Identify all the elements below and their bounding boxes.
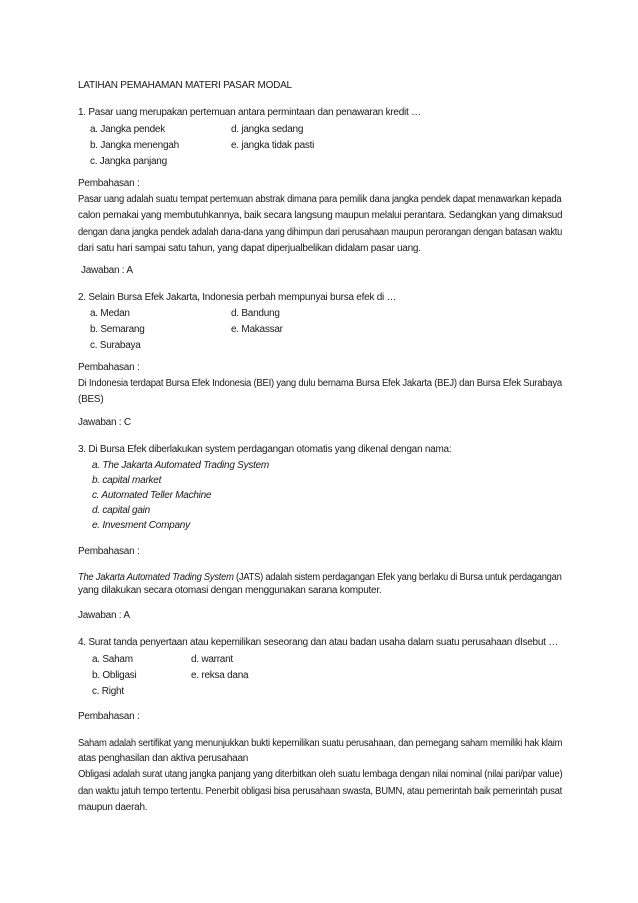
q3-option-c: c. Automated Teller Machine [92,490,212,501]
q4-option-c: c. Right [92,686,124,697]
q2-option-c: c. Surabaya [90,340,141,351]
q2-question: 2. Selain Bursa Efek Jakarta, Indonesia perbah mempunyai bursa efek di … [78,292,397,303]
q4-option-a: a. Saham [92,654,133,665]
q4-option-e: e. reksa dana [191,670,249,681]
q4-pembahasan-label: Pembahasan : [78,711,140,722]
q1-option-e: e. jangka tidak pasti [231,140,315,151]
q4-option-d: d. warrant [191,654,233,665]
q4-pembahasan-line: atas penghasilan dan aktiva perusahaan [78,753,249,764]
q1-option-c: c. Jangka panjang [90,156,167,167]
q3-pembahasan-line: yang dilakukan secara otomasi dengan menggunakan sarana komputer. [78,585,382,596]
q4-pembahasan-line: Obligasi adalah surat utang jangka panjang yang diterbitkan oleh suatu lembaga dengan nilai nominal (nilai pari/par value) [78,769,563,780]
q4-option-b: b. Obligasi [92,670,137,681]
q2-option-b: b. Semarang [90,324,145,335]
q3-question: 3. Di Bursa Efek diberlakukan system perdagangan otomatis yang dikenal dengan nama: [78,444,452,455]
q2-option-d: d. Bandung [231,308,280,319]
q1-pembahasan-line: dari satu hari sampai satu tahun, yang dapat diperjualbelikan didalam pasar uang. [78,243,421,254]
q1-pembahasan-line: dengan dana jangka pendek adalah dana-dana yang dihimpun dari perusahaan maupun perorangan dengan batasan waktu [78,227,563,238]
q3-option-a: a. The Jakarta Automated Trading System [92,460,270,471]
q3-option-d: d. capital gain [92,505,150,516]
q2-pembahasan-label: Pembahasan : [78,362,140,373]
q1-option-a: a. Jangka pendek [90,124,165,135]
q3-pembahasan-rest: (JATS) adalah sistem perdagangan Efek yang berlaku di Bursa untuk perdagangan [233,572,562,583]
q1-pembahasan-label: Pembahasan : [78,178,140,189]
q1-jawaban: Jawaban : A [81,265,133,276]
document-title: LATIHAN PEMAHAMAN MATERI PASAR MODAL [78,80,292,91]
q3-pembahasan-label: Pembahasan : [78,546,140,557]
q1-pembahasan-line: Pasar uang adalah suatu tempat pertemuan abstrak dimana para pemilik dana jangka pendek dapat menawarkan kepada [78,194,562,205]
q3-pembahasan-line [78,571,562,585]
q4-pembahasan-line: maupun daerah. [78,802,148,813]
q4-pembahasan-line: dan waktu jatuh tempo tertentu. Penerbit obligasi bisa perusahaan swasta, BUMN, atau pemerintah baik pemerintah pusat [78,786,563,797]
q3-option-e: e. Invesment Company [92,520,190,531]
q1-option-b: b. Jangka menengah [90,140,179,151]
q3-pembahasan-italic: The Jakarta Automated Trading System [78,572,234,583]
q4-question: 4. Surat tanda penyertaan atau kepemilikan seseorang dan atau badan usaha dalam suatu perusahaan dIsebut … [78,637,558,648]
q2-option-e: e. Makassar [231,324,283,335]
q1-pembahasan-line: calon pemakai yang membutuhkannya, baik secara langsung maupun melalui perantara. Sedangkan yang dimaksud [78,210,563,221]
q2-pembahasan-line: (BES) [78,394,104,405]
q1-question: 1. Pasar uang merupakan pertemuan antara permintaan dan penawaran kredit … [78,107,421,118]
q2-jawaban: Jawaban : C [78,417,131,428]
q3-jawaban: Jawaban : A [78,610,130,621]
q3-option-b: b. capital market [92,475,162,486]
q2-pembahasan-line: Di Indonesia terdapat Bursa Efek Indonesia (BEI) yang dulu bernama Bursa Efek Jakarta (BEJ) dan Bursa Efek Surabaya [78,378,562,389]
q4-pembahasan-line: Saham adalah sertifikat yang menunjukkan bukti kepemilikan suatu perusahaan, dan pemegang saham memiliki hak klaim [78,738,563,749]
q1-option-d: d. jangka sedang [231,124,304,135]
q2-option-a: a. Medan [90,308,130,319]
